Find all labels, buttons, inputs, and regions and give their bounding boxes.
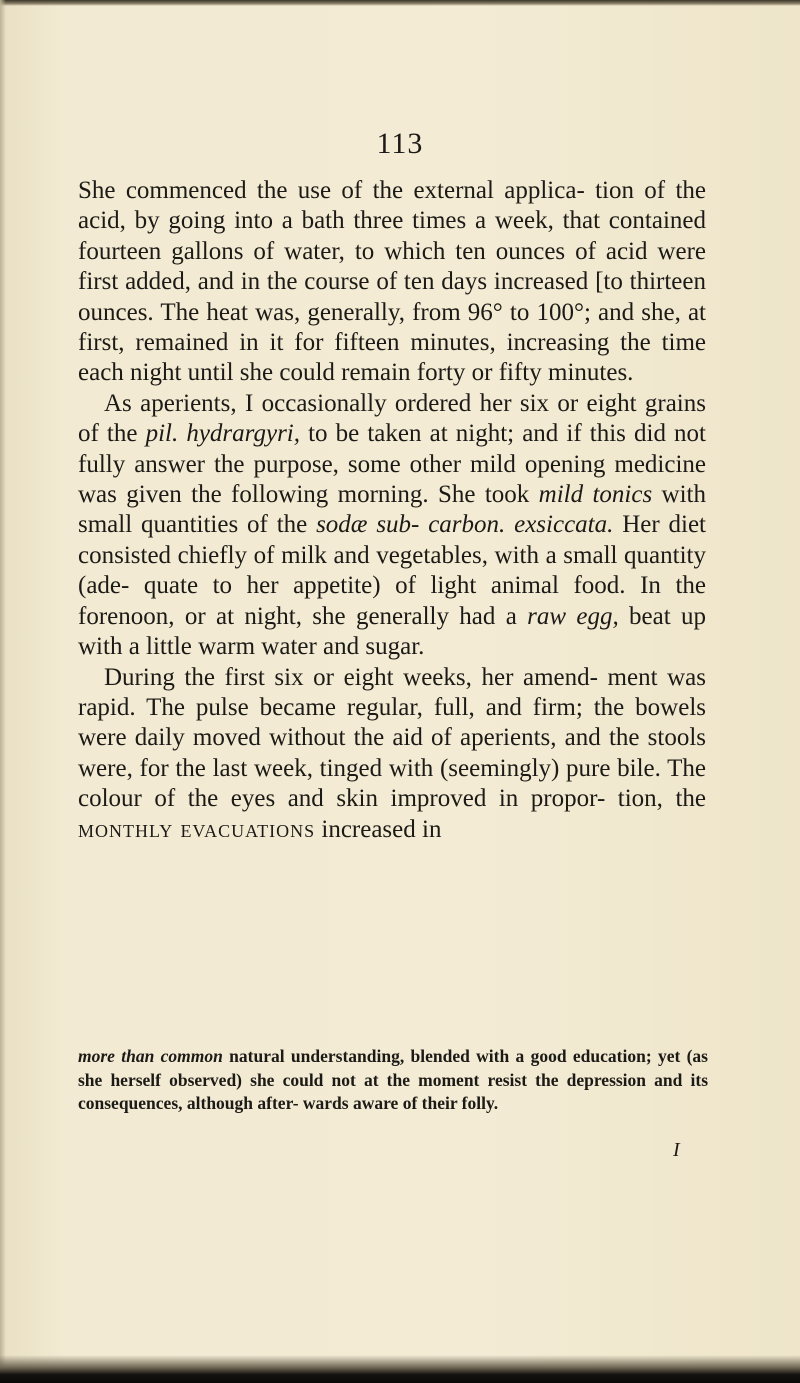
paragraph-amendment [78,663,706,845]
page-number: 113 [376,127,424,160]
paragraph-2-text-i: beat up with a little warm water and sugar. [78,602,707,661]
term-mild-tonics: mild tonics [538,481,653,509]
paragraph-2-text-g: Her diet consisted chiefly of milk and vegetables, with a small quantity (ade- quate to her appetite) of light animal food. In the forenoon, or at night, she generally had a [78,511,707,630]
page-bottom-edge [0,1355,800,1383]
latin-term-pil-hydrargyri: pil. hydrargyri, [145,420,300,448]
paragraph-3-text-a: During the first six or eight weeks, her amend- ment was rapid. The pulse became regular, full, and firm; the bowels were daily moved without the aid of aperients, and the stools were, for the last week, tinged with (seemingly) pure bile. The colour of the eyes and skin improved in propor- tion, the [78,663,706,813]
paragraph-2-text-c: to be taken at night; and if this did not fully answer the purpose, some other mild opening medicine was given the following morning. She took [78,420,706,509]
page-left-edge [0,0,6,1383]
paragraph-3-text-c: increased in [315,815,442,843]
body-text [78,176,706,845]
paragraph-aperients [78,389,706,663]
footnote [78,1045,708,1116]
footnote-text: natural understanding, blended with a good education; yet (as she herself observed) she could not at the moment resist the depression and its consequences, although after- wards aware of their folly. [78,1046,708,1113]
page-top-edge [0,0,800,6]
catchword: I [673,1139,680,1161]
term-raw-egg: raw egg, [527,602,619,630]
paragraph-1-text: She commenced the use of the external applica- tion of the acid, by going into a bath three times a week, that contained fourteen gallons of water, to which ten ounces of acid were first added, and in the course of ten days increased [to thirteen ounces. The heat was, generally, from 96° to 100°; and she, at first, remained in it for fifteen minutes, increasing the time each night until she could remain forty or fifty minutes. [78,177,706,387]
latin-term-sodae-subcarbon: sodæ sub- carbon. exsiccata. [316,511,614,539]
paragraph-2-text-a: As aperients, I occasionally ordered her six or eight grains of the [78,389,706,448]
small-caps-monthly-evacuations: monthly evacuations [78,815,316,843]
paragraph-bath-treatment [78,176,706,389]
footnote-italic-more-than-common: more than common [78,1046,223,1066]
paragraph-2-text-e: with small quantities of the [78,481,706,539]
